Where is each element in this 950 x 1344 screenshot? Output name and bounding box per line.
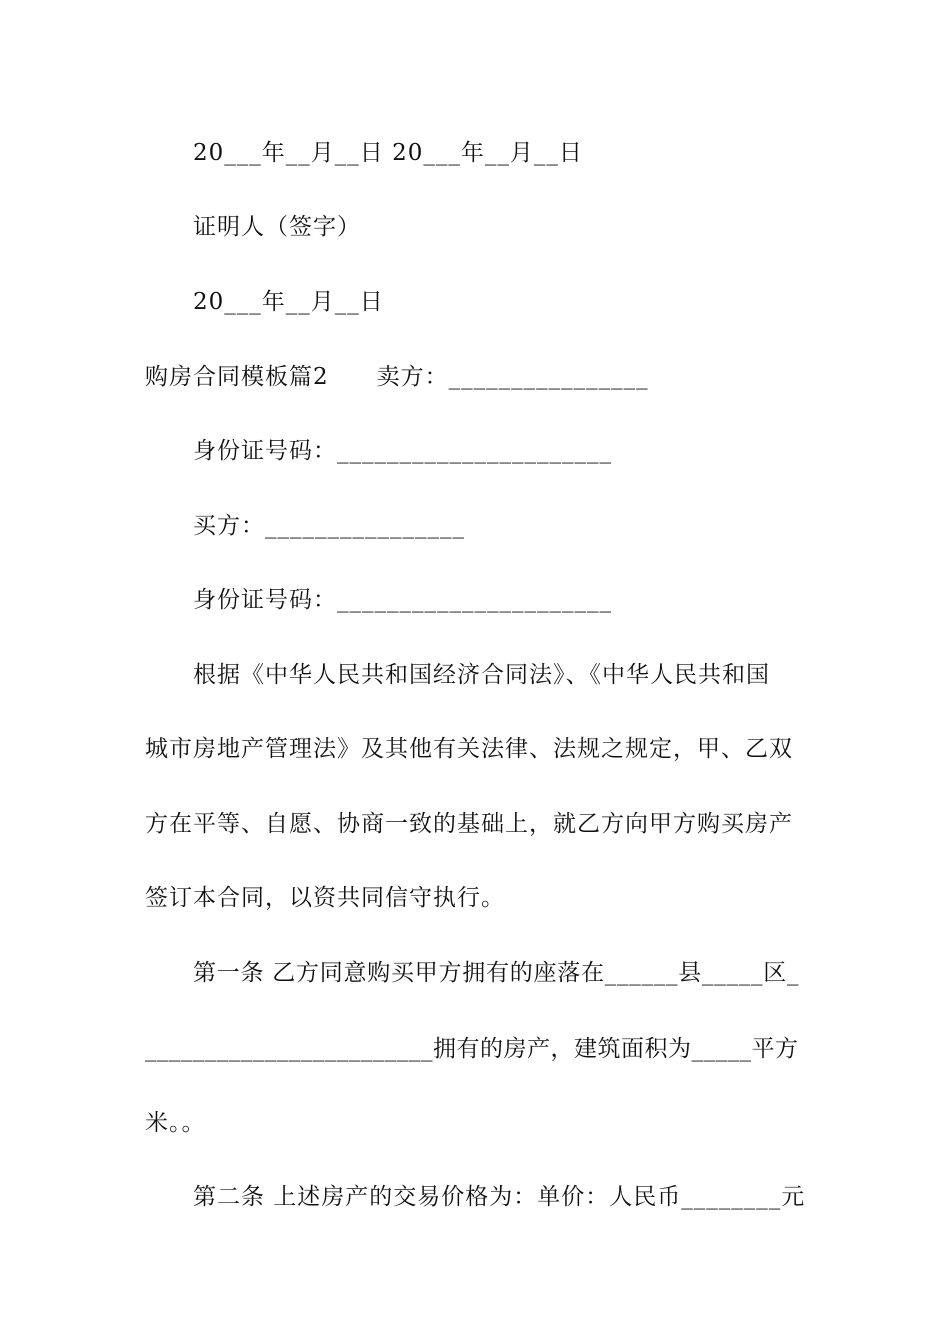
preamble-paragraph-line-4: 签订本合同，以资共同信守执行。 bbox=[145, 885, 505, 911]
preamble-paragraph-line-3: 方在平等、自愿、协商一致的基础上，就乙方向甲方购买房产 bbox=[145, 811, 793, 837]
article-one-line-1: 第一条 乙方同意购买甲方拥有的座落在______县_____区_ bbox=[193, 960, 800, 986]
seller-id-number-line: 身份证号码：______________________ bbox=[193, 438, 612, 464]
buyer-id-number-line: 身份证号码：______________________ bbox=[193, 587, 612, 613]
article-one-line-2: ________________________拥有的房产，建筑面积为_____平方 bbox=[145, 1036, 799, 1062]
buyer-line: 买方：________________ bbox=[193, 513, 465, 539]
contract-title-seller-line: 购房合同模板篇2 卖方：________________ bbox=[145, 364, 649, 390]
article-two-line-1: 第二条 上述房产的交易价格为：单价：人民币________元 bbox=[193, 1184, 806, 1210]
witness-date-line: 20___年__月__日 bbox=[193, 289, 384, 315]
signature-date-line: 20___年__月__日 20___年__月__日 bbox=[193, 140, 583, 166]
article-one-line-3: 米。。 bbox=[145, 1110, 206, 1136]
preamble-paragraph-line-2: 城市房地产管理法》及其他有关法律、法规之规定，甲、乙双 bbox=[145, 736, 793, 762]
preamble-paragraph-line-1: 根据《中华人民共和国经济合同法》、《中华人民共和国 bbox=[193, 662, 770, 688]
witness-signature-label: 证明人（签字） bbox=[193, 214, 361, 240]
